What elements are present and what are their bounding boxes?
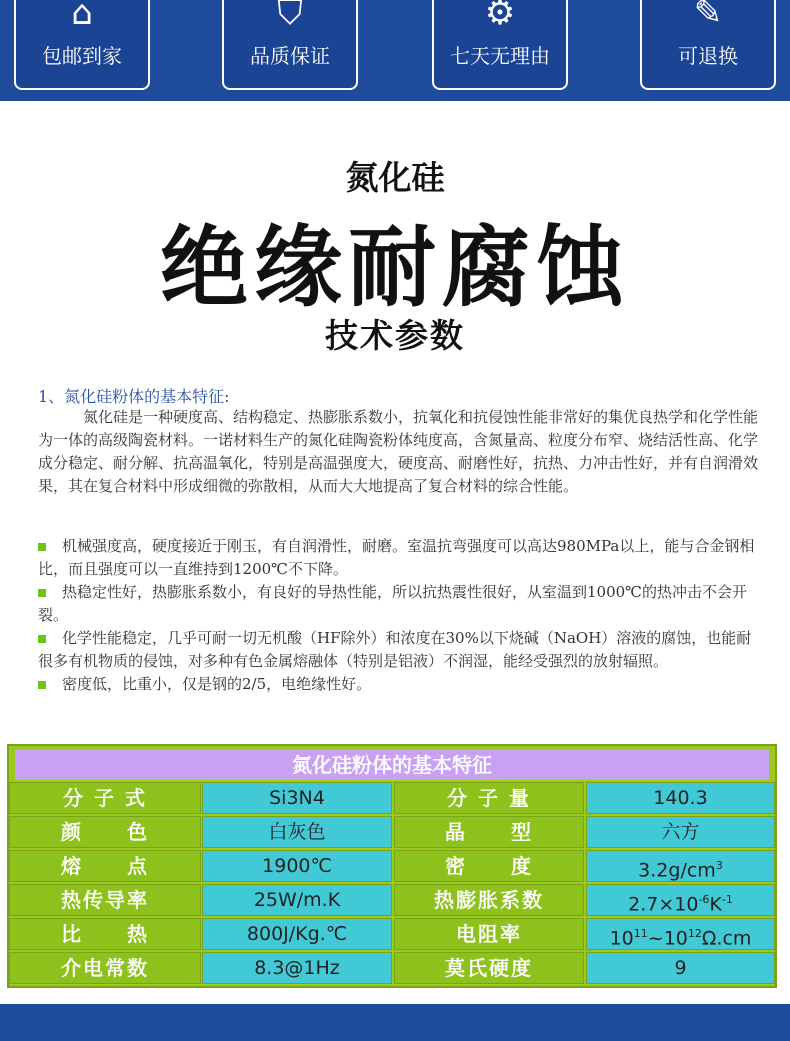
table-value: 1900℃ xyxy=(202,850,392,882)
table-value: 9 xyxy=(586,952,775,984)
table-value: 800J/Kg.℃ xyxy=(202,918,392,950)
table-value: $3.2g/cm^3$ xyxy=(586,850,775,882)
bullet-icon xyxy=(38,543,46,551)
bottom-banner xyxy=(0,1004,790,1041)
table-key: 热传导率 xyxy=(9,884,201,916)
list-item xyxy=(38,627,758,673)
badge-free-shipping xyxy=(14,0,150,90)
table-value: $2.7\times 10^{-6}K^{-1}$ xyxy=(586,884,775,916)
table-value: $10^{11}\sim 10^{12}\Omega.cm$ xyxy=(586,918,775,950)
table-key: 比 热 xyxy=(9,918,201,950)
list-item xyxy=(38,535,758,581)
properties-table xyxy=(7,744,777,988)
table-key: 莫氏硬度 xyxy=(394,952,584,984)
badge-label: 包邮到家 xyxy=(42,44,122,68)
table-value: 8.3@1Hz xyxy=(202,952,392,984)
subheadline: 技术参数 xyxy=(325,316,465,355)
table-key: 热膨胀系数 xyxy=(394,884,584,916)
table-key: 颜 色 xyxy=(9,816,201,848)
feature-list xyxy=(38,535,758,696)
table-key: 电阻率 xyxy=(394,918,584,950)
table-key: 分 子 量 xyxy=(394,782,584,814)
section-title: 1、氮化硅粉体的基本特征: xyxy=(38,387,230,406)
table-title: 氮化硅粉体的基本特征 xyxy=(15,750,769,780)
badge-label: 可退换 xyxy=(678,44,738,68)
table-key: 密 度 xyxy=(394,850,584,882)
intro-paragraph: 氮化硅是一种硬度高、结构稳定、热膨胀系数小，抗氧化和抗侵蚀性能非常好的集优良热学和化学性能为一体的高级陶瓷材料。一诺材料生产的氮化硅陶瓷粉体纯度高，含氮量高、粒度分布窄、烧结活性高、化学成分稳定、耐分解、抗高温氧化，特别是高温强度大，硬度高、耐磨性好，抗热、力冲击性好，并有自润滑效果，其在复合材料中形成细微的弥散相，从而大大地提高了复合材料的综合性能。 xyxy=(38,408,759,495)
list-item-text: 机械强度高，硬度接近于刚玉，有自润滑性，耐磨。室温抗弯强度可以高达980MPa以上，能与合金钢相比，而且强度可以一直维持到1200℃不下降。 xyxy=(38,537,755,578)
list-item-text: 热稳定性好，热膨胀系数小，有良好的导热性能，所以抗热震性很好，从室温到1000℃的热冲击不会开裂。 xyxy=(38,583,747,624)
bullet-icon xyxy=(38,681,46,689)
bullet-icon xyxy=(38,635,46,643)
badge-returnable xyxy=(640,0,776,90)
table-value: 25W/m.K xyxy=(202,884,392,916)
list-item-text: 化学性能稳定，几乎可耐一切无机酸（HF除外）和浓度在30%以下烧碱（NaOH）溶液的腐蚀，也能耐很多有机物质的侵蚀，对多种有色金属熔融体（特别是铝液）不润湿，能经受强烈的放射辐照。 xyxy=(38,629,752,670)
bullet-icon xyxy=(38,589,46,597)
table-key: 晶 型 xyxy=(394,816,584,848)
table-key: 熔 点 xyxy=(9,850,201,882)
table-key: 介电常数 xyxy=(9,952,201,984)
shield-icon: ⛉ xyxy=(277,0,303,33)
table-value: Si3N4 xyxy=(202,782,392,814)
table-value: 140.3 xyxy=(586,782,775,814)
list-item xyxy=(38,673,758,696)
list-item xyxy=(38,581,758,627)
headline: 绝缘耐腐蚀 xyxy=(159,216,630,319)
pencil-icon: ✎ xyxy=(693,0,723,33)
table-key: 分 子 式 xyxy=(9,782,201,814)
table-value: 六方 xyxy=(586,816,775,848)
product-name: 氮化硅 xyxy=(345,158,445,197)
gear-icon: ⚙ xyxy=(484,0,516,33)
badge-label: 品质保证 xyxy=(250,44,330,68)
table-value: 白灰色 xyxy=(202,816,392,848)
badge-seven-days xyxy=(432,0,568,90)
top-banner xyxy=(0,0,790,101)
list-item-text: 密度低，比重小，仅是钢的2/5，电绝缘性好。 xyxy=(62,675,372,693)
house-icon: ⌂ xyxy=(71,0,93,33)
badge-label: 七天无理由 xyxy=(450,44,550,68)
badge-quality xyxy=(222,0,358,90)
